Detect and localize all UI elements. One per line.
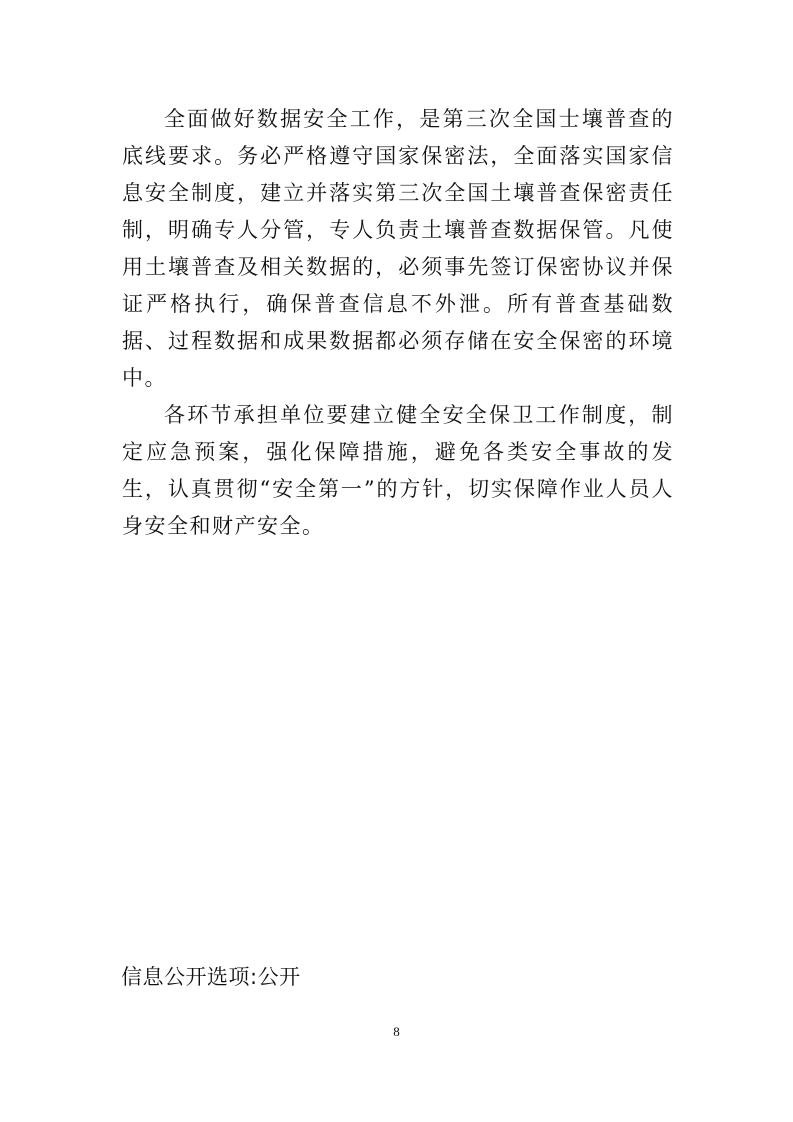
body-text — [122, 101, 674, 545]
disclosure-option: 信息公开选项:公开 — [121, 965, 301, 989]
page-number: 8 — [393, 1024, 400, 1039]
paragraph-data-security: 全面做好数据安全工作，是第三次全国士壤普查的底线要求。务必严格遵守国家保密法，全面落实国家信息安全制度，建立并落实第三次全国土壤普查保密责任制，明确专人分管，专人负责土壤普查数据保管。凡使用土壤普查及相关数据的，必须事先签订保密协议并保证严格执行，确保普查信息不外泄。所有普查基础数据、过程数据和成果数据都必须存储在安全保密的环境中。 — [122, 107, 674, 390]
paragraph-safety: 各环节承担单位要建立健全安全保卫工作制度，制定应急预案，强化保障措施，避免各类安全事故的发生，认真贯彻“安全第一”的方针，切实保障作业人员人身安全和财产安全。 — [122, 403, 674, 538]
